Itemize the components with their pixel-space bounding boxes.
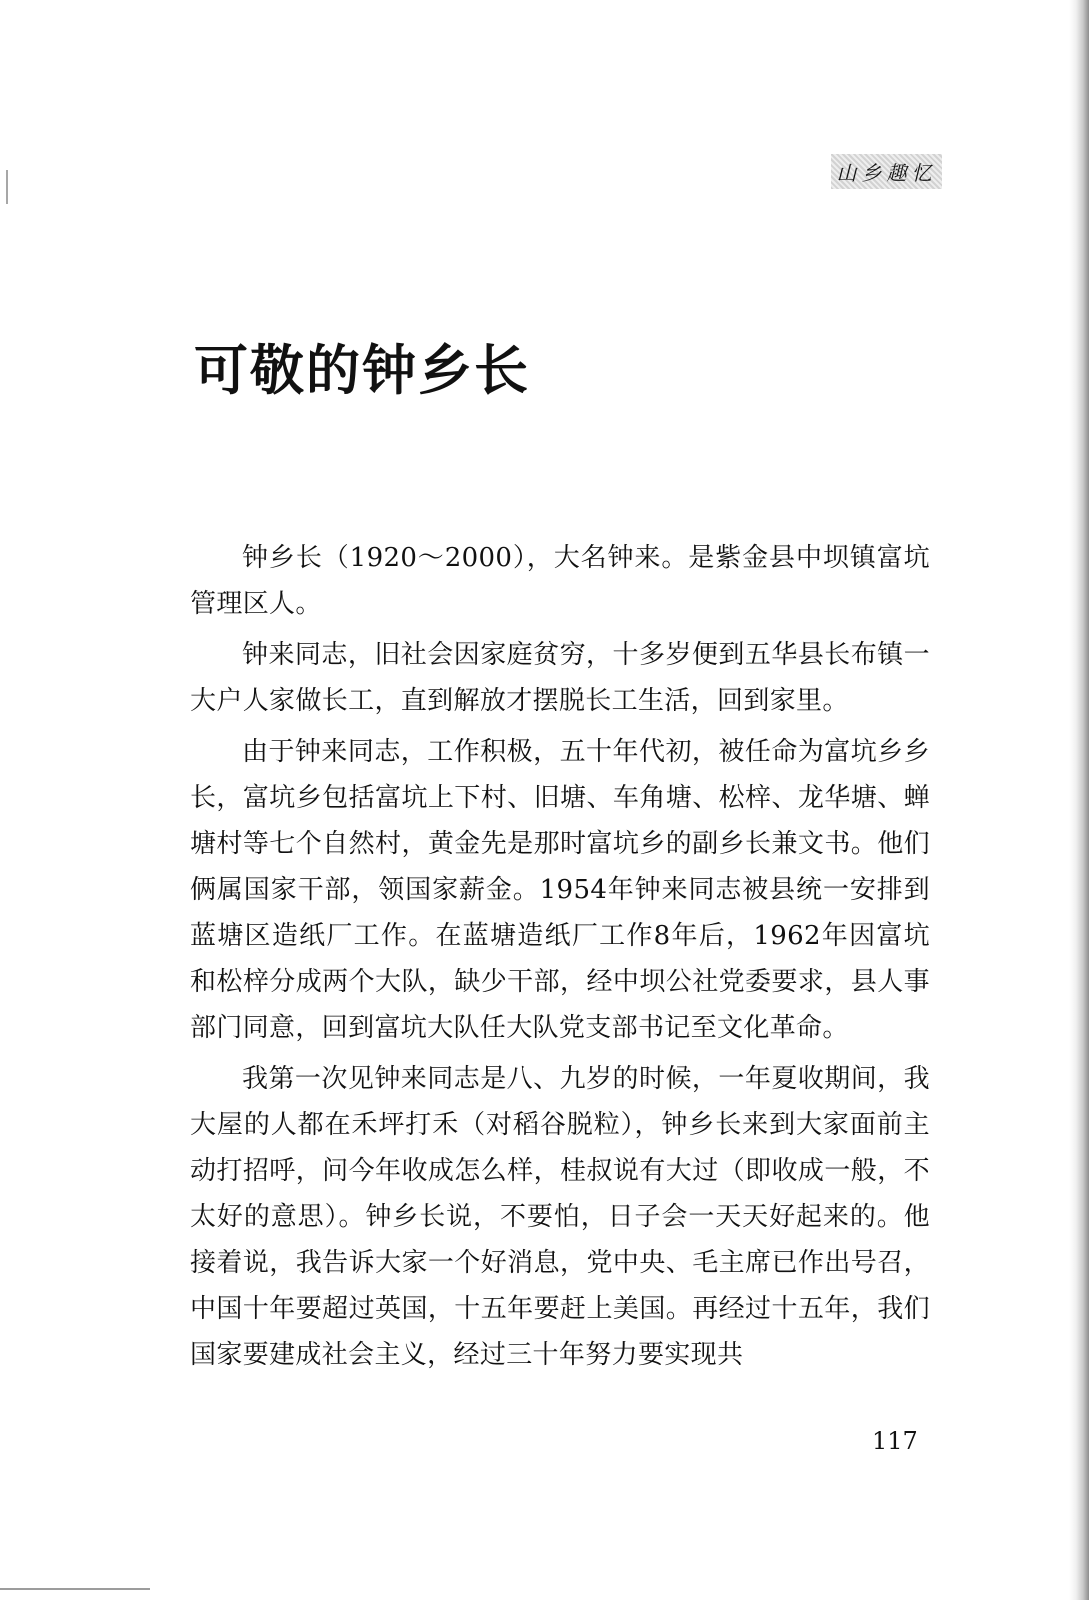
body-text (190, 535, 930, 1383)
paragraph: 我第一次见钟来同志是八、九岁的时候，一年夏收期间，我大屋的人都在禾坪打禾（对稻谷脱粒），钟乡长来到大家面前主动打招呼，问今年收成怎么样，桂叔说有大过（即收成一般，不太好的意思）。钟乡长说，不要怕，日子会一天天好起来的。他接着说，我告诉大家一个好消息，党中央、毛主席已作出号召，中国十年要超过英国，十五年要赶上美国。再经过十五年，我们国家要建成社会主义，经过三十年努力要实现共 (190, 1064, 930, 1370)
paragraph: 由于钟来同志，工作积极，五十年代初，被任命为富坑乡乡长，富坑乡包括富坑上下村、旧塘、车角塘、松梓、龙华塘、蝉塘村等七个自然村，黄金先是那时富坑乡的副乡长兼文书。他们俩属国家干部，领国家薪金。1954年钟来同志被县统一安排到蓝塘区造纸厂工作。在蓝塘造纸厂工作8年后，1962年因富坑和松梓分成两个大队，缺少干部，经中坝公社党委要求，县人事部门同意，回到富坑大队任大队党支部书记至文化革命。 (190, 737, 930, 1043)
scan-artifact-mark (6, 170, 8, 204)
scan-artifact-line (0, 1588, 150, 1590)
page-number: 117 (872, 1427, 918, 1455)
running-header: 山乡趣忆 (831, 154, 942, 189)
chapter-title: 可敬的钟乡长 (194, 338, 530, 402)
page-edge-shadow (1069, 0, 1089, 1600)
paragraph: 钟乡长（1920～2000），大名钟来。是紫金县中坝镇富坑管理区人。 (190, 543, 930, 619)
paragraph: 钟来同志，旧社会因家庭贫穷，十多岁便到五华县长布镇一大户人家做长工，直到解放才摆脱长工生活，回到家里。 (190, 640, 930, 716)
